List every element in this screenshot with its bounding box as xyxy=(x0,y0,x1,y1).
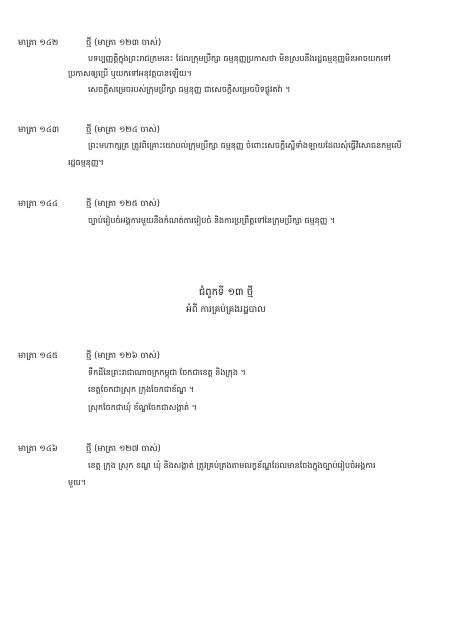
article-heading: ថ្មី (មាត្រា ១២៤ ចាស់) xyxy=(86,125,160,135)
article-145-heading xyxy=(18,350,160,362)
article-146-heading xyxy=(18,443,161,455)
article-142-line-1: បទប្បញ្ញត្តិក្នុងព្រះរាជក្រមនេះ ដែលក្រុមប្រឹក្សា ធម្មនុញ្ញប្រកាសថា មិនស្របនឹងរដ្ឋធម្មនុញ្ញមិនអាចយកទៅ xyxy=(88,54,391,63)
article-143-heading xyxy=(18,124,160,136)
article-143-line-2: រដ្ឋធម្មនុញ្ញ។ xyxy=(68,158,104,167)
article-label: មាត្រា ១៤៥ xyxy=(18,351,58,361)
article-label: មាត្រា ១៤៤ xyxy=(18,199,58,209)
article-145-line-3: ស្រុកចែកជាឃុំ ខ័ណ្ឌចែកជាសង្កាត់ ។ xyxy=(88,403,197,412)
article-142-line-3: សេចក្តីសម្រេចរបស់ក្រុមប្រឹក្សា ធម្មនុញ្ញ ជាសេចក្តីសម្រេចបិទផ្លូវតវ៉ា ។ xyxy=(88,85,291,94)
article-143-line-1: ព្រះមហាក្សត្រ ត្រូវពិគ្រោះយោបល់ក្រុមប្រឹក្សា ធម្មនុញ្ញ ចំពោះសេចក្តីស្នើទាំងឡាយដែលសុំធ្វើវិសោធនកម្មលើ xyxy=(88,141,402,150)
article-heading: ថ្មី (មាត្រា ១២៧ ចាស់) xyxy=(86,444,161,454)
article-145-line-1: ទឹកដីនៃព្រះរាជាណាចក្រកម្ពុជា ចែកជាខេត្ត និងក្រុង ។ xyxy=(88,368,246,377)
article-146-line-2: មួយ។ xyxy=(68,478,86,487)
article-145-line-2: ខេត្តចែកជាស្រុក ក្រុងចែកជាខ័ណ្ឌ ។ xyxy=(88,385,195,394)
chapter-title: ជំពូកទី ១៣ ថ្មី xyxy=(198,287,254,298)
article-146-line-1: ខេត្ត ក្រុង ស្រុក ខណ្ឌ ឃុំ និងសង្កាត់ ត្រូវគ្រប់គ្រងតាមលក្ខខ័ណ្ឌដែលមានចែងក្នុងច្បាប់រៀបចំអង្គការ xyxy=(88,461,376,470)
chapter-subtitle: អំពី ការគ្រប់គ្រងរដ្ឋបាល xyxy=(186,305,266,315)
article-label: មាត្រា ១៤៣ xyxy=(18,125,60,135)
article-144-heading xyxy=(18,198,160,210)
article-heading: ថ្មី (មាត្រា ១២៥ ចាស់) xyxy=(86,199,160,209)
article-heading: ថ្មី (មាត្រា ១២៦ ចាស់) xyxy=(86,351,160,361)
article-heading: ថ្មី (មាត្រា ១២៣ ចាស់) xyxy=(86,38,162,48)
article-142-heading xyxy=(18,37,161,49)
article-label: មាត្រា ១៤២ xyxy=(18,38,59,48)
article-144-line-1: ច្បាប់រៀបចំអង្គការមួយនឹងកំណត់ការរៀបចំ និងការប្រព្រឹត្តទៅនៃក្រុមប្រឹក្សា ធម្មនុញ្ញ ។ xyxy=(88,216,336,225)
article-142-line-2: ប្រកាសឲ្យប្រើ ឬយកទៅអនុវត្តបានឡើយ។ xyxy=(68,69,192,78)
article-label: មាត្រា ១៤៦ xyxy=(18,444,58,454)
